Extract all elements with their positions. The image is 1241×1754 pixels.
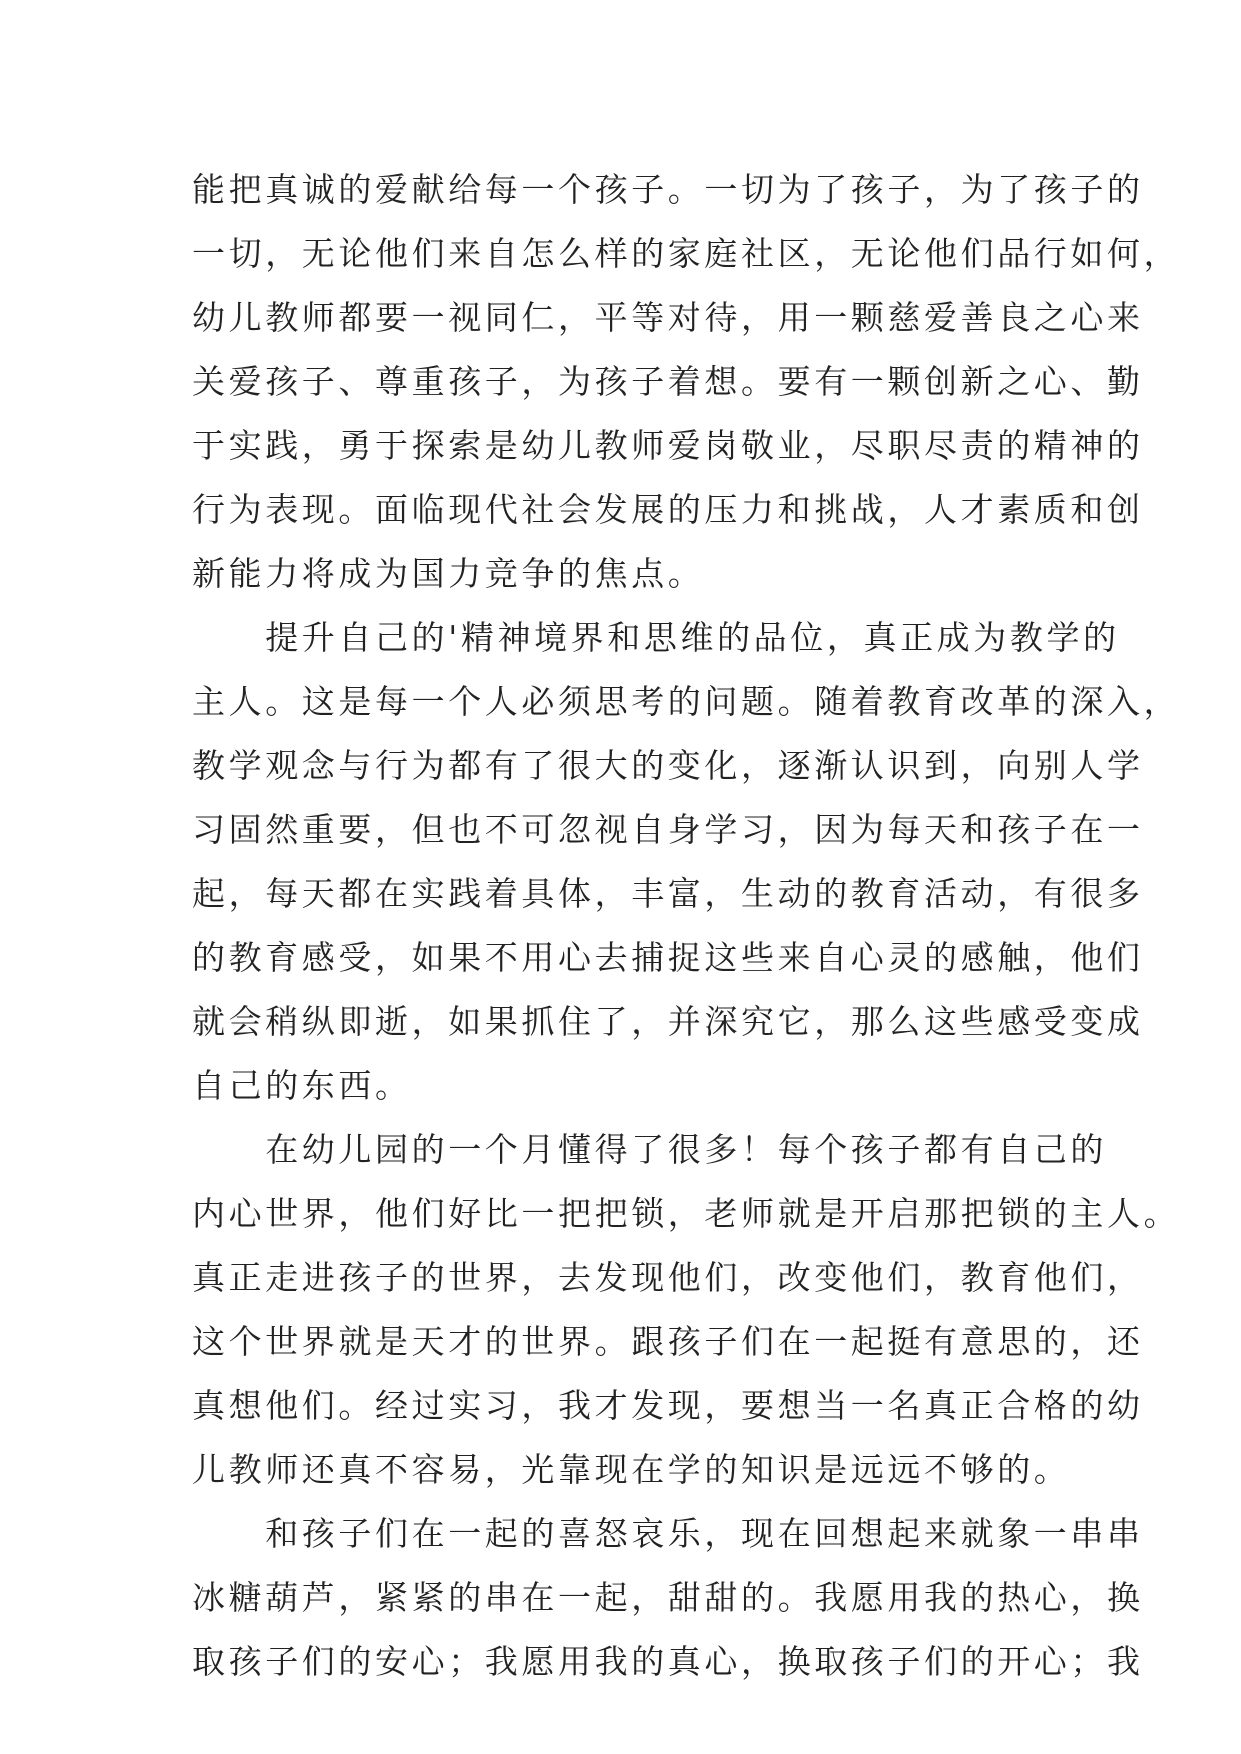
text-line: 新能力将成为国力竞争的焦点。 bbox=[192, 554, 705, 593]
text-line: 就会稍纵即逝，如果抓住了，并深究它，那么这些感受变成 bbox=[192, 1002, 1144, 1041]
text-line: 和孩子们在一起的喜怒哀乐，现在回想起来就象一串串 bbox=[192, 1514, 1144, 1553]
text-line: 教学观念与行为都有了很大的变化，逐渐认识到，向别人学 bbox=[192, 746, 1144, 785]
text-line: 行为表现。面临现代社会发展的压力和挑战，人才素质和创 bbox=[192, 490, 1144, 529]
text-line: 的教育感受，如果不用心去捕捉这些来自心灵的感触，他们 bbox=[192, 938, 1144, 977]
text-line: 内心世界，他们好比一把把锁，老师就是开启那把锁的主人。 bbox=[192, 1194, 1181, 1233]
text-line: 冰糖葫芦，紧紧的串在一起，甜甜的。我愿用我的热心，换 bbox=[192, 1578, 1144, 1617]
text-line: 儿教师还真不容易，光靠现在学的知识是远远不够的。 bbox=[192, 1450, 1071, 1489]
text-line: 于实践，勇于探索是幼儿教师爱岗敬业，尽职尽责的精神的 bbox=[192, 426, 1144, 465]
text-line: 真想他们。经过实习，我才发现，要想当一名真正合格的幼 bbox=[192, 1386, 1144, 1425]
text-line: 关爱孩子、尊重孩子，为孩子着想。要有一颗创新之心、勤 bbox=[192, 362, 1144, 401]
text-line: 起，每天都在实践着具体，丰富，生动的教育活动，有很多 bbox=[192, 874, 1144, 913]
text-line: 能把真诚的爱献给每一个孩子。一切为了孩子，为了孩子的 bbox=[192, 170, 1144, 209]
text-line: 幼儿教师都要一视同仁，平等对待，用一颗慈爱善良之心来 bbox=[192, 298, 1144, 337]
text-line: 这个世界就是天才的世界。跟孩子们在一起挺有意思的，还 bbox=[192, 1322, 1144, 1361]
text-line: 自己的东西。 bbox=[192, 1066, 412, 1105]
body-text bbox=[192, 158, 1181, 1694]
text-line: 在幼儿园的一个月懂得了很多！每个孩子都有自己的 bbox=[192, 1130, 1107, 1169]
text-line: 一切，无论他们来自怎么样的家庭社区，无论他们品行如何， bbox=[192, 234, 1181, 273]
text-line: 提升自己的'精神境界和思维的品位，真正成为教学的 bbox=[192, 618, 1120, 657]
text-line: 习固然重要，但也不可忽视自身学习，因为每天和孩子在一 bbox=[192, 810, 1144, 849]
text-line: 真正走进孩子的世界，去发现他们，改变他们，教育他们， bbox=[192, 1258, 1144, 1297]
text-line: 主人。这是每一个人必须思考的问题。随着教育改革的深入， bbox=[192, 682, 1181, 721]
text-line: 取孩子们的安心；我愿用我的真心，换取孩子们的开心；我 bbox=[192, 1642, 1144, 1681]
